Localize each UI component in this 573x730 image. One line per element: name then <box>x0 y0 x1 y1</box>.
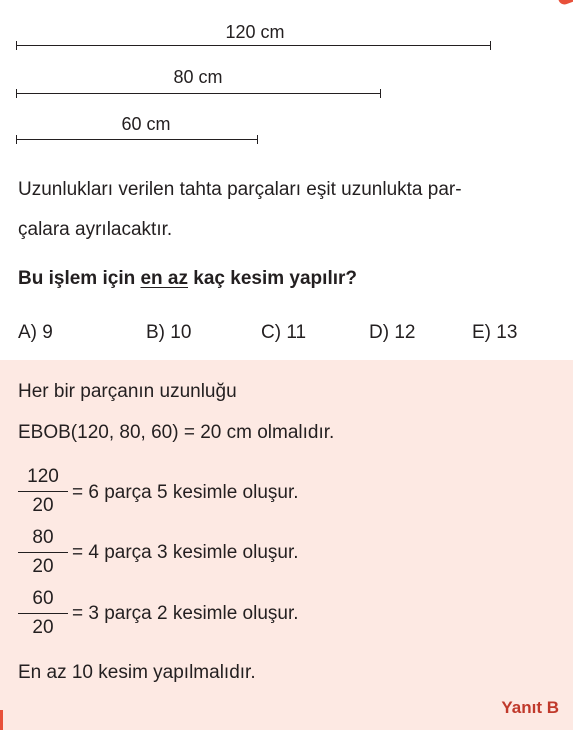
fraction-denominator: 20 <box>32 617 54 638</box>
segment-60 <box>16 132 258 148</box>
option-e[interactable]: E) 13 <box>472 322 518 343</box>
left-edge-decoration <box>0 710 3 730</box>
problem-line-2: çalara ayrılacaktır. <box>18 219 173 240</box>
segment-120 <box>16 38 491 54</box>
segment-label-80: 80 cm <box>173 67 223 87</box>
question-post: kaç kesim yapılır? <box>188 268 358 289</box>
option-d[interactable]: D) 12 <box>369 322 416 343</box>
question <box>18 268 357 290</box>
fraction-120-20 <box>18 465 68 518</box>
option-b[interactable]: B) 10 <box>146 322 192 343</box>
corner-decoration <box>558 0 573 6</box>
question-pre: Bu işlem için <box>18 268 141 289</box>
option-c[interactable]: C) 11 <box>261 322 307 343</box>
fraction-result-1: = 6 parça 5 kesimle oluşur. <box>72 482 299 503</box>
fraction-result-2: = 4 parça 3 kesimle oluşur. <box>72 542 299 563</box>
answer-label: Yanıt B <box>501 698 559 717</box>
option-a[interactable]: A) 9 <box>18 322 53 343</box>
fraction-numerator: 60 <box>32 588 54 609</box>
fraction-denominator: 20 <box>32 556 54 577</box>
fraction-numerator: 120 <box>27 466 59 487</box>
question-underlined: en az <box>140 268 189 289</box>
segment-80 <box>16 86 381 102</box>
segment-label-120: 120 cm <box>225 22 285 42</box>
fraction-result-3: = 3 parça 2 kesimle oluşur. <box>72 603 299 624</box>
fraction-60-20 <box>18 587 68 640</box>
fraction-numerator: 80 <box>32 527 54 548</box>
problem-line-1: Uzunlukları verilen tahta parçaları eşit uzunlukta par- <box>18 179 462 200</box>
fraction-80-20 <box>18 526 68 579</box>
solution-conclusion: En az 10 kesim yapılmalıdır. <box>18 662 256 683</box>
solution-line-1: Her bir parçanın uzunluğu <box>18 381 237 402</box>
segment-label-60: 60 cm <box>121 114 171 134</box>
fraction-denominator: 20 <box>32 495 54 516</box>
solution-line-2: EBOB(120, 80, 60) = 20 cm olmalıdır. <box>18 422 335 443</box>
